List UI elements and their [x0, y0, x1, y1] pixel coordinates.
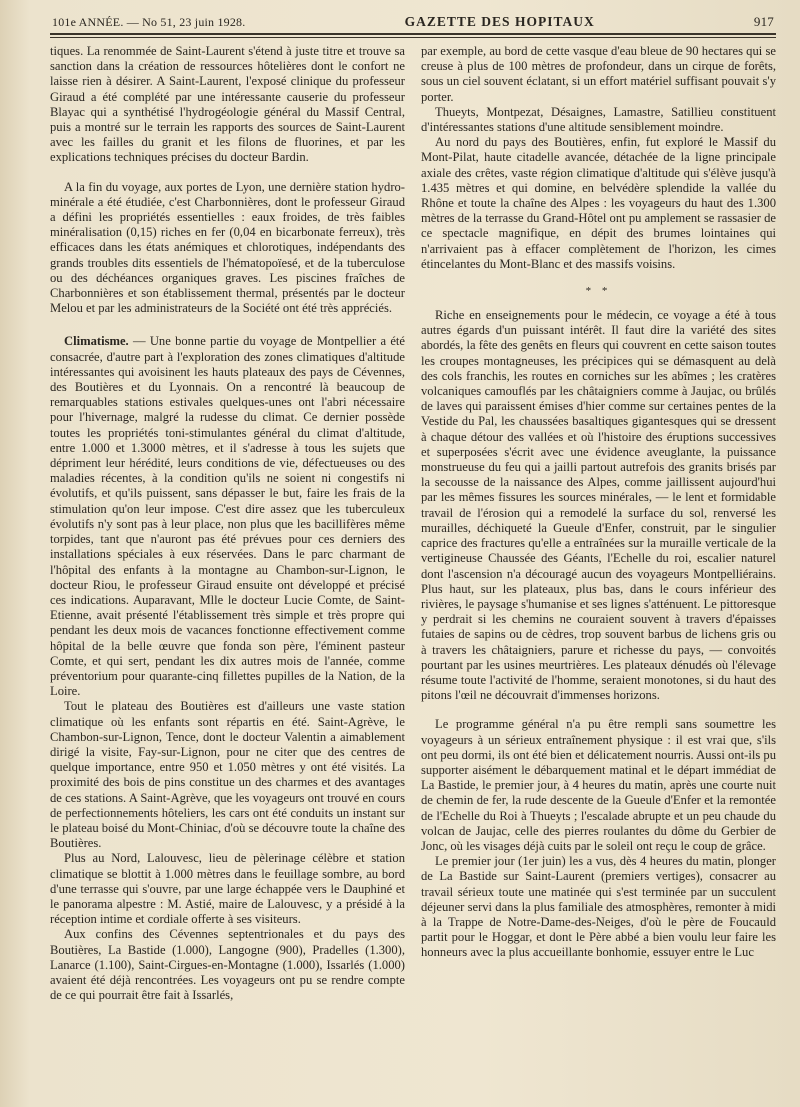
paragraph: Au nord du pays des Boutières, enfin, fut exploré le Massif du Mont-Pilat, haute citadelle avancée, détachée de la ligne principale axiale des crêtes, vaste région climatique d'altitude qui s'élève jusqu'à 1.435 mètres et qui domine, en belvédère splendide la vallée du Rhône et toute la chaîne des Alpes : les voyageurs du haut des 1.300 mètres de la terrasse du Grand-Hôtel ont pu amplement se rassasier de ce spectacle magnifique, en dépit des brumes lointaines qui n'arrivaient pas à effacer complètement de l'horizon, les cimes étincelantes du Mont-Blanc et des massifs voisins. — [421, 135, 776, 271]
paragraph: A la fin du voyage, aux portes de Lyon, une dernière station hydro-minérale a été étudiée, c'est Charbonnières, dont le professeur Giraud a défini les propriétés essentielles : eaux froides, de très faibles minéralisation (0,15) riches en fer (0,04 en bicarbonate ferreux), très efficaces dans les états anémiques et chlorotiques, indépendants des grands troubles dits essentiels de l'hématopoïesé, et de la tuberculose ou des déchéances organiques graves. Les piscines fraîches de Charbonnières et son établissement thermal, présentés par le docteur Melou et par les administrateurs de la Société ont été très appréciés. — [50, 179, 405, 316]
paragraph: Thueyts, Montpezat, Désaignes, Lamastre, Satillieu constituent d'intéressantes stations d'une altitude sensiblement moindre. — [421, 104, 776, 135]
paragraph: Le programme général n'a pu être rempli sans soumettre les voyageurs à un sérieux entraînement physique : il est vrai que, s'ils ont peu dormi, ils ont été bien et délicatement nourris. Aussi ont-ils pu supporter aisément le débarquement matinal et le départ immédiat de La Bastide, le premier jour, à 4 heures du matin, après une courte nuit de chemin de fer, la rude descente de la Gueule d'Enfer et la remontée de l'Echelle du Roi à Thueyts ; l'escalade abrupte et un peu chaude du volcan de Jaujac, celle des pierres roulantes du dôme du Gerbier de Jonc, où les visages déjà cuits par le soleil ont reçu le coup de grâce. — [421, 717, 776, 853]
paragraph-text: — Une bonne partie du voyage de Montpellier a été consacrée, d'autre part à l'exploration des zones climatiques d'altitude intéressantes qui avoisinent les hauts plateaux des pays de Cévennes, des Boutières et du Lyonnais. On a rencontré là beaucoup de remarquables stations estivales quelques-unes ont l'abri nécessaire pour l'hivernage, malgré la rudesse du climat. Ce dernier possède toutes les propriétés toni-stimulantes général du climat d'altitude, entre 1.000 et 1.3000 mètres, et il s'adresse à tous les sujets que dépriment leur hérédité, leurs conditions de vie, défectueuses ou des maladies récentes, à la condition qu'ils ne soient ni congestifs ni évolutifs, et qu'ils puissent, sans dépasser le but, faire les frais de la stimulation qu'on leur impose. C'est dire assez que les tuberculeux évolutifs n'y sont pas à leur place, non plus que les bacillifères même torpides, tant que n'auront pas été prévues pour ces derniers des installations spéciales à eux réservées. Dans le parc charmant de l'hôpital des enfants à la montagne au Chambon-sur-Lignon, le docteur Riou, le professeur Giraud ensuite ont développé et précisé ces indications. Auparavant, Mlle le docteur Lucie Comte, de Saint-Etienne, avait présenté l'établissement très simple et très propre qui pendant les deux mois de vacances fonctionne effectivement comme hôpital de la belle œuvre que fonda son père, l'éminent pasteur Comte, et qui sert, pendant les dix autres mois de l'année, comme préventorium pour quarante-cinq fillettes pupilles de la Nation, de la Loire. — [50, 334, 405, 699]
paragraph: Riche en enseignements pour le médecin, ce voyage a été à tous autres égards d'un puissant intérêt. Il faut dire la variété des sites abordés, la fête des genêts en fleurs qui couvrent en cette saison toutes les croupes montagneuses, les précipices qui se démasquent au delà des cols franchis, les routes en corniches sur les abîmes ; les cratères volcaniques camouflés par les châtaigniers comme à Jaujac, ou brûlés de laves qui paraissent émises d'hier comme sur certaines pentes de la Vestide du Pal, les chaussées basaltiques gigantesques qui se dressent à chaque détour des vallées et où l'histoire des éruptions successives et superposées s'écrit avec une évidence aveuglante, la puissance monstrueuse du feu qui a jailli partout autrefois des granits brisés par la secousse de la naissance des Alpes, comme jaillissent aujourd'hui par les mêmes fissures les sources minérales, — le lent et formidable travail de l'érosion qui a remodelé la surface du sol, renversé les murailles, déchiqueté la Gueule d'Enfer, construit, par le singulier caprice des fractures qu'elle a entraînées sur la muraille verticale de la vertigineuse Chaussée des Géants, l'Echelle du roi, escalier naturel dont l'ascension n'a découragé aucun des voyageurs Montpelliérains. Plus haut, sur les plateaux, plus bas, dans le cours inférieur des rivières, le paysage s'humanise et ses lignes s'atténuent. Le pittoresque y perdrait si les chemins ne couraient souvent à travers d'épaisses futaies de sapins ou de cèdres, trop souvent barbus de lichens gris ou à travers les châtaigniers, parure et richesse du pays, — convoités pourtant par les usines meurtrières. Les plateaux dénudés où l'élevage résume toute l'activité de l'homme, seraient monotones, si du haut des pitons l'œil ne découvrait d'immenses horizons. — [421, 308, 776, 703]
page-number: 917 — [753, 14, 774, 29]
article-columns — [50, 44, 776, 1084]
masthead-title: GAZETTE DES HOPITAUX — [404, 14, 595, 29]
left-column — [50, 44, 405, 1084]
right-column — [421, 44, 776, 1084]
paragraph: tiques. La renommée de Saint-Laurent s'étend à juste titre et trouve sa sanction dans la création de ressources hôtelières dont le confort ne laisse rien à désirer. A Saint-Laurent, l'exposé clinique du professeur Giraud a été complété par une intéressante causerie du professeur Blayac qui a synthétisé l'hydrogéologie général du Massif Central, puis a montré sur le terrain les rapports des sources de Saint-Laurent avec les failles du granit et les filons de fluorines, et par les explications techniques précises du docteur Bardin. — [50, 44, 405, 165]
page-header — [50, 14, 776, 33]
paragraph: Le premier jour (1er juin) les a vus, dès 4 heures du matin, plonger de La Bastide sur Saint-Laurent (premiers vertiges), consacrer au travail sérieux toute une matinée qui s'est terminée par un succulent déjeuner servi dans la plus familiale des atmosphères, remonter à midi à la Trappe de Notre-Dame-des-Neiges, d'où le père de Foucauld partit pour le Hoggar, et dont le Père abbé a bien voulu leur faire les honneurs avec la plus accueillante bonhomie, essuyer entre le Luc — [421, 854, 776, 960]
issue-line: 101e ANNÉE. — No 51, 23 juin 1928. — [52, 15, 246, 29]
paragraph: Tout le plateau des Boutières est d'ailleurs une vaste station climatique où les enfants sont répartis en été. Saint-Agrève, le Chambon-sur-Lignon, Tence, dont le docteur Valentin a aimablement dirigé la visite, Fay-sur-Lignon, pour ne citer que des centres de quelque importance, entre 950 et 1.050 mètres y ont été visités. La proximité des bois de pins constitue un des charmes et des avantages de ces stations. A Saint-Agrève, que les voyageurs ont trouvé en cours de perfectionnements hôteliers, les cars ont été conduits un instant sur le plateau boisé du Mont-Chiniac, d'où se découvre toute la chaîne des Boutières. — [50, 699, 405, 851]
section-separator: * * — [585, 285, 612, 298]
paragraph: par exemple, au bord de cette vasque d'eau bleue de 90 hectares qui se creuse à plus de 100 mètres de profondeur, dans un cirque de forêts, sous un ciel souvent éclatant, si un effort matériel suffisant pouvait s'y porter. — [421, 44, 776, 104]
paragraph-climatisme — [50, 334, 405, 699]
paragraph: Aux confins des Cévennes septentrionales et du pays des Boutières, La Bastide (1.000), Langogne (900), Pradelles (1.300), Lanarce (1.100), Saint-Cirgues-en-Montagne (1.000), Issarlés (1.000) avaient été déjà rencontrées. Les voyageurs ont pu se rendre compte de ce qui pourrait être fait à Issarlés, — [50, 927, 405, 1003]
paragraph: Plus au Nord, Lalouvesc, lieu de pèlerinage célèbre et station climatique se blottit à 1.000 mètres dans le feuillage sombre, au bord d'une terrasse qui s'ouvre, par une large échappée vers le Dauphiné et le panorama alpestre : M. Astié, maire de Lalouvesc, y a présidé à la réception intime et cordiale offerte à ses visiteurs. — [50, 851, 405, 927]
section-heading: Climatisme. — [64, 334, 129, 349]
header-rule — [50, 33, 776, 38]
